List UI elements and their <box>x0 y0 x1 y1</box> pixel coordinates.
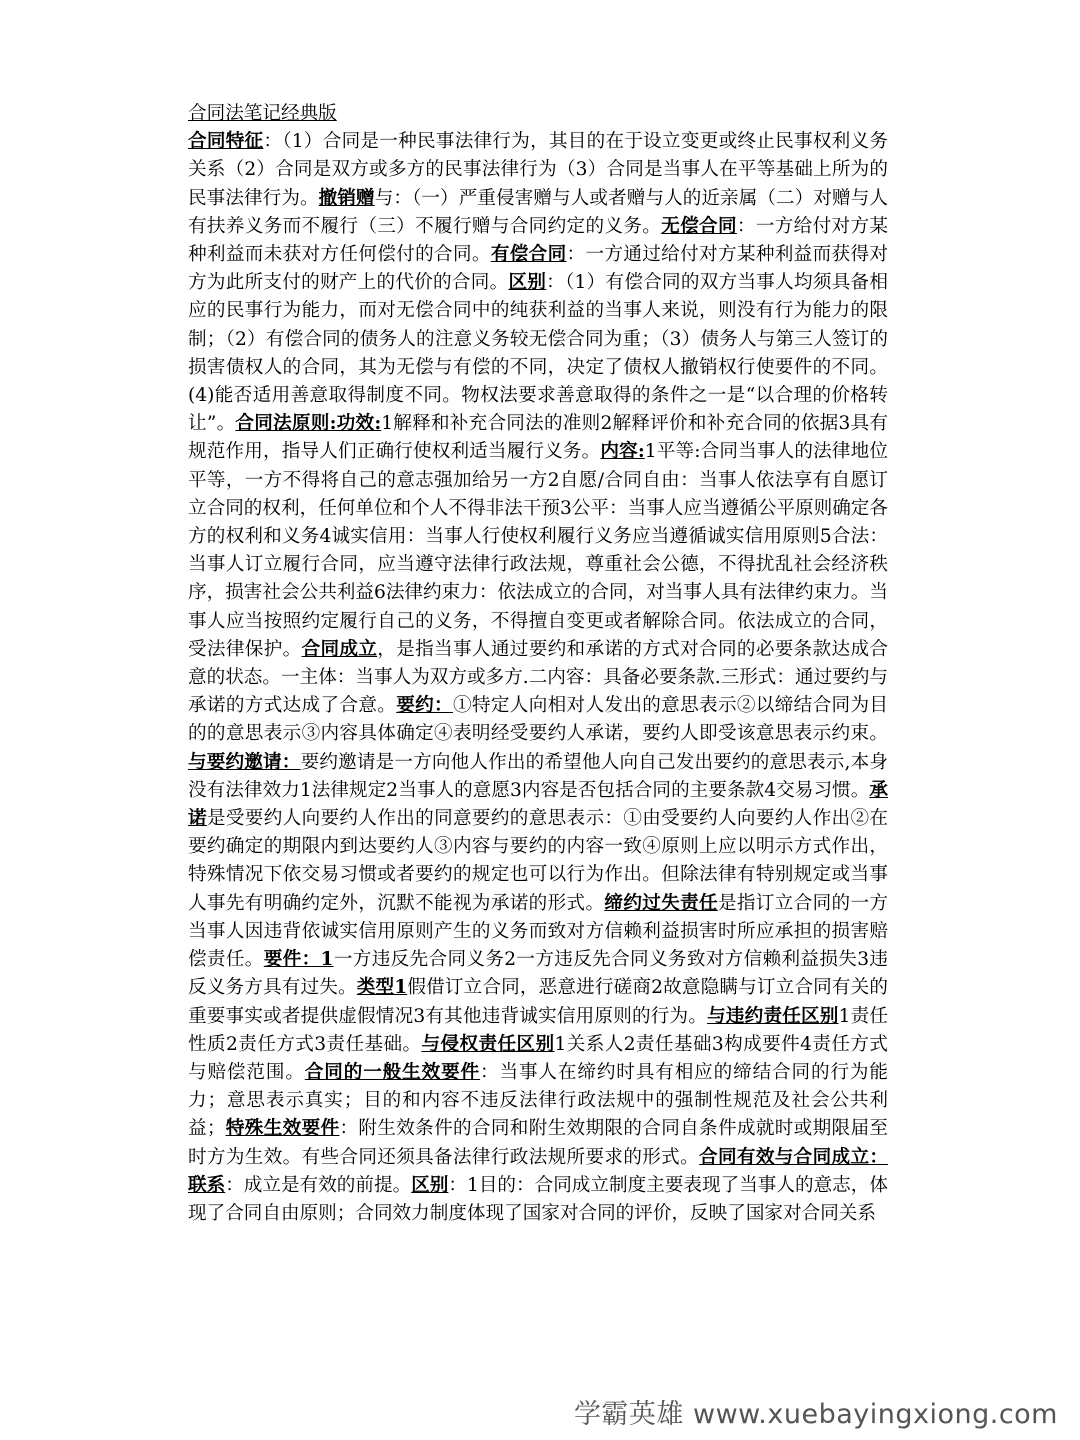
key-term: 有偿合同 <box>490 244 567 266</box>
key-term: 要约： <box>396 695 453 717</box>
body-text-run: ，是指当事人通过要约和承诺的方式对合同的必要条款达成合意的状态。一主体：当事人为双方或多方.二内容：具备必要条款.三形式：通过要约与承诺的方式达成了合意。 <box>188 638 888 717</box>
body-text-run: 假借订立合同，恶意进行磋商2故意隐瞒与订立合同有关的重要事实或者提供虚假情况3有其他违背诚实信用原则的行为。 <box>188 977 888 1027</box>
key-term: 合同的一般生效要件 <box>304 1061 481 1083</box>
body-text-run: 与：（一）严重侵害赠与人或者赠与人的近亲属（二）对赠与人有扶养义务而不履行（三）不履行赠与合同约定的义务。 <box>188 187 888 237</box>
key-term: 合同有效与合同成立：联系 <box>188 1146 888 1196</box>
key-term: 缔约过失责任 <box>604 892 718 914</box>
body-text-run: 是受要约人向要约人作出的同意要约的意思表示：①由受要约人向要约人作出②在要约确定的期限内到达要约人③内容与要约的内容一致④原则上应以明示方式作出，特殊情况下依交易习惯或者要约的规定也可以行为作出。但除法律有特别规定或当事人事先有明确约定外，沉默不能视为承诺的形式。 <box>188 808 888 914</box>
key-term: 无偿合同 <box>661 215 737 237</box>
body-text-run: 1平等:合同当事人的法律地位平等，一方不得将自己的意志强加给另一方2自愿/合同自由：当事人依法享有自愿订立合同的权利，任何单位和个人不得非法干预3公平：当事人应当遵循公平原则确定各方的权利和义务4诚实信用：当事人行使权利履行义务应当遵循诚实信用原则5合法：当事人订立履行合同，应当遵守法律行政法规，尊重社会公德，不得扰乱社会经济秩序，损害社会公共利益6法律约束力：依法成立的合同，对当事人具有法律约束力。当事人应当按照约定履行自己的义务，不得擅自变更或者解除合同。依法成立的合同，受法律保护。 <box>188 441 888 660</box>
document-page <box>188 100 888 1228</box>
body-text-run: ：附生效条件的合同和附生效期限的合同自条件成就时或期限届至时方为生效。有些合同还须具备法律行政法规所要求的形式。 <box>188 1118 888 1168</box>
key-term: 区别 <box>411 1174 449 1196</box>
key-term: 合同法原则:功效: <box>235 413 382 435</box>
document-body <box>188 128 888 1228</box>
body-text-run: ：（1）有偿合同的双方当事人均须具备相应的民事行为能力，而对无偿合同中的纯获利益的当事人来说，则没有行为能力的限制；（2）有偿合同的债务人的注意义务较无偿合同为重；（3）债务人与第三人签订的损害债权人的合同，其为无偿与有偿的不同，决定了债权人撤销权行使要件的不同。(4)能否适用善意取得制度不同。物权法要求善意取得的条件之一是“以合理的价格转让”。 <box>188 272 888 435</box>
key-term: 承诺 <box>188 779 888 830</box>
body-text-run: ：一方通过给付对方某种利益而获得对方为此所支付的财产上的代价的合同。 <box>188 244 888 294</box>
body-text-run: ：一方给付对方某种利益而未获对方任何偿付的合同。 <box>188 215 888 266</box>
key-term: 与侵权责任区别 <box>421 1033 555 1055</box>
key-term: 要件：1 <box>263 949 334 971</box>
document-title: 合同法笔记经典版 <box>188 103 337 124</box>
body-text-run: 1关系人2责任基础3构成要件4责任方式与赔偿范围。 <box>188 1033 888 1083</box>
key-term: 合同特征 <box>188 131 264 153</box>
key-term: 类型1 <box>356 977 408 999</box>
key-term: 特殊生效要件 <box>225 1118 340 1140</box>
key-term: 合同成立 <box>301 638 378 660</box>
key-term: 与违约责任区别 <box>707 1005 839 1027</box>
body-text-run: ：当事人在缔约时具有相应的缔结合同的行为能力；意思表示真实；目的和内容不违反法律行政法规中的强制性规范及社会公共利益； <box>188 1061 888 1140</box>
body-text-run: 一方违反先合同义务2一方违反先合同义务致对方信赖利益损失3违反义务方具有过失。 <box>188 949 888 999</box>
body-text-run: ①特定人向相对人发出的意思表示②以缔结合同为目的的意思表示③内容具体确定④表明经受要约人承诺，要约人即受该意思表示约束。 <box>188 695 888 745</box>
body-text-run: 1解释和补充合同法的准则2解释评价和补充合同的依据3具有规范作用，指导人们正确行使权利适当履行义务。 <box>188 413 888 463</box>
site-watermark: 学霸英雄 www.xuebayingxiong.com <box>573 1399 1058 1430</box>
body-text-run: 1责任性质2责任方式3责任基础。 <box>188 1005 888 1055</box>
body-text-run: ：（1）合同是一种民事法律行为，其目的在于设立变更或终止民事权利义务关系（2）合同是双方或多方的民事法律行为（3）合同是当事人在平等基础上所为的民事法律行为。 <box>188 131 888 209</box>
key-term: 撤销赠 <box>318 187 375 209</box>
body-text-run: ：成立是有效的前提。 <box>225 1174 412 1196</box>
key-term: 内容: <box>600 441 645 463</box>
body-text-run: ：1目的：合同成立制度主要表现了当事人的意志，体现了合同自由原则；合同效力制度体现了国家对合同的评价，反映了国家对合同关系 <box>188 1174 888 1224</box>
key-term: 区别 <box>508 272 547 294</box>
key-term: 与要约邀请： <box>188 751 301 773</box>
body-text-run: 要约邀请是一方向他人作出的希望他人向自己发出要约的意思表示,本身没有法律效力1法律规定2当事人的意愿3内容是否包括合同的主要条款4交易习惯。 <box>188 751 888 801</box>
body-text-run: 是指订立合同的一方当事人因违背依诚实信用原则产生的义务而致对方信赖利益损害时所应承担的损害赔偿责任。 <box>188 892 888 971</box>
